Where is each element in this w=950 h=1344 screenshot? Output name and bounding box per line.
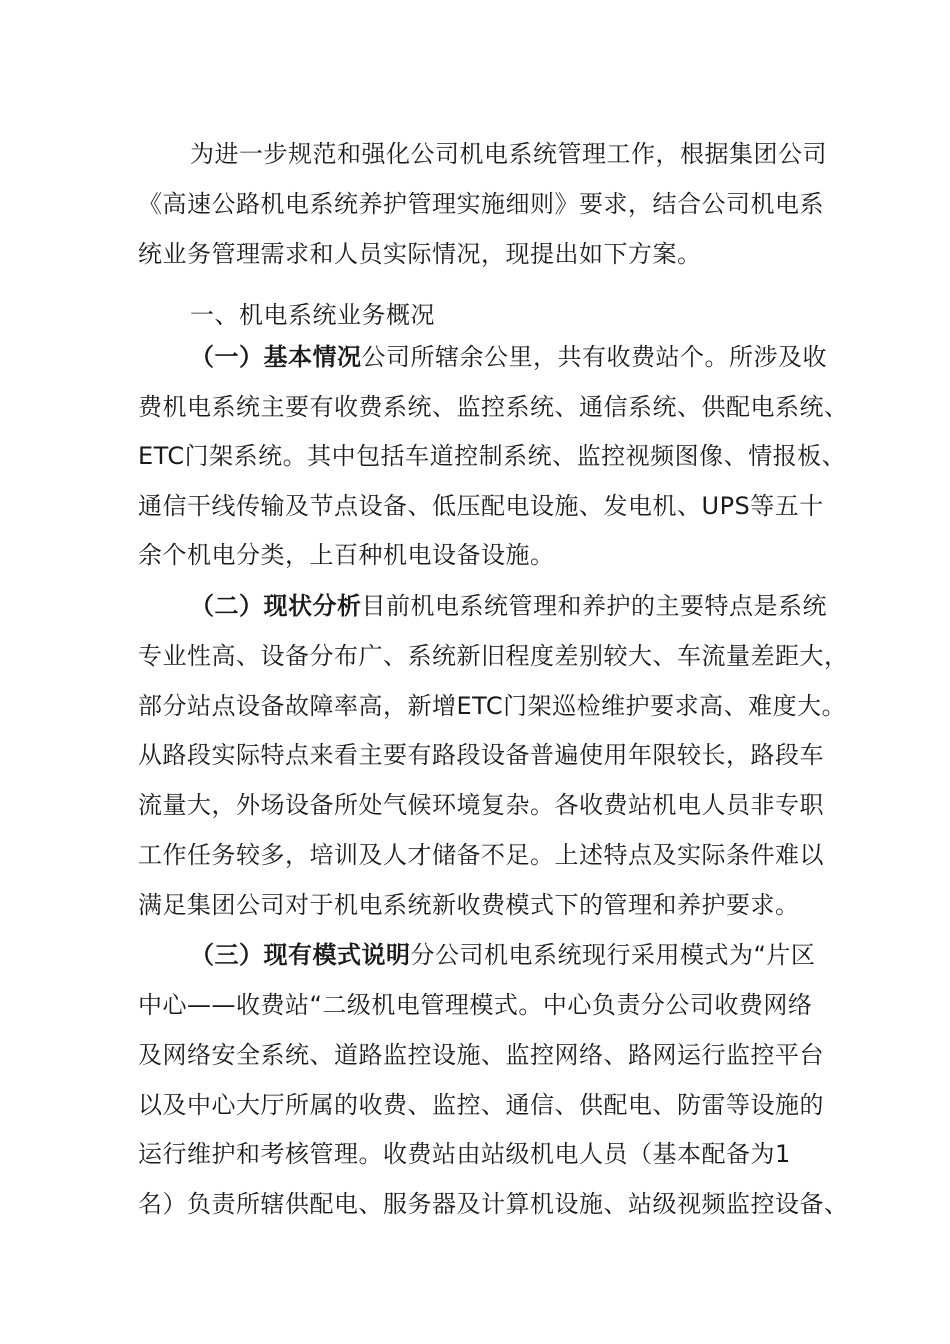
subsection-heading: （一）基本情况 (190, 343, 362, 371)
paragraph-line: 以及中心大厅所属的收费、监控、通信、供配电、防雷等设施的 (138, 1091, 824, 1119)
subsection-text: 目前机电系统管理和养护的主要特点是系统 (361, 592, 827, 620)
paragraph-line: 专业性高、设备分布广、系统新旧程度差别较大、车流量差距大， (138, 642, 849, 670)
paragraph-line: 为进一步规范和强化公司机电系统管理工作，根据集团公司 (190, 140, 827, 168)
paragraph-line: 部分站点设备故障率高，新增ETC门架巡检维护要求高、难度大。 (138, 692, 847, 720)
section-heading: 一、机电系统业务概况 (190, 301, 435, 329)
paragraph-line: 中心——收费站“二级机电管理模式。中心负责分公司收费网络 (138, 991, 813, 1019)
paragraph-line: 及网络安全系统、道路监控设施、监控网络、路网运行监控平台 (138, 1041, 824, 1069)
subsection-text: 分公司机电系统现行采用模式为“片区 (410, 941, 816, 969)
subsection-line (190, 590, 827, 622)
subsection-heading: （三）现有模式说明 (190, 941, 411, 969)
paragraph-line: ETC门架系统。其中包括车道控制系统、监控视频图像、情报板、 (138, 442, 847, 470)
paragraph-line: 统业务管理需求和人员实际情况，现提出如下方案。 (138, 240, 702, 268)
subsection-text: 公司所辖余公里，共有收费站个。所涉及收 (361, 343, 827, 371)
paragraph-line: 费机电系统主要有收费系统、监控系统、通信系统、供配电系统、 (138, 393, 849, 421)
paragraph-line: 满足集团公司对于机电系统新收费模式下的管理和养护要求。 (138, 891, 800, 919)
paragraph-line: 工作任务较多，培训及人才储备不足。上述特点及实际条件难以 (138, 841, 824, 869)
subsection-line (190, 341, 827, 373)
paragraph-line: 流量大，外场设备所处气候环境复杂。各收费站机电人员非专职 (138, 791, 824, 819)
paragraph-line: 从路段实际特点来看主要有路段设备普遍使用年限较长，路段车 (138, 741, 824, 769)
subsection-heading: （二）现状分析 (190, 592, 362, 620)
subsection-line (190, 939, 815, 971)
paragraph-line: 《高速公路机电系统养护管理实施细则》要求，结合公司机电系 (138, 190, 824, 218)
paragraph-line: 名）负责所辖供配电、服务器及计算机设施、站级视频监控设备、 (138, 1190, 849, 1218)
paragraph-line: 通信干线传输及节点设备、低压配电设施、发电机、UPS等五十 (138, 492, 824, 520)
paragraph-line: 余个机电分类，上百种机电设备设施。 (138, 541, 555, 569)
paragraph-line: 运行维护和考核管理。收费站由站级机电人员（基本配备为1 (138, 1140, 791, 1168)
